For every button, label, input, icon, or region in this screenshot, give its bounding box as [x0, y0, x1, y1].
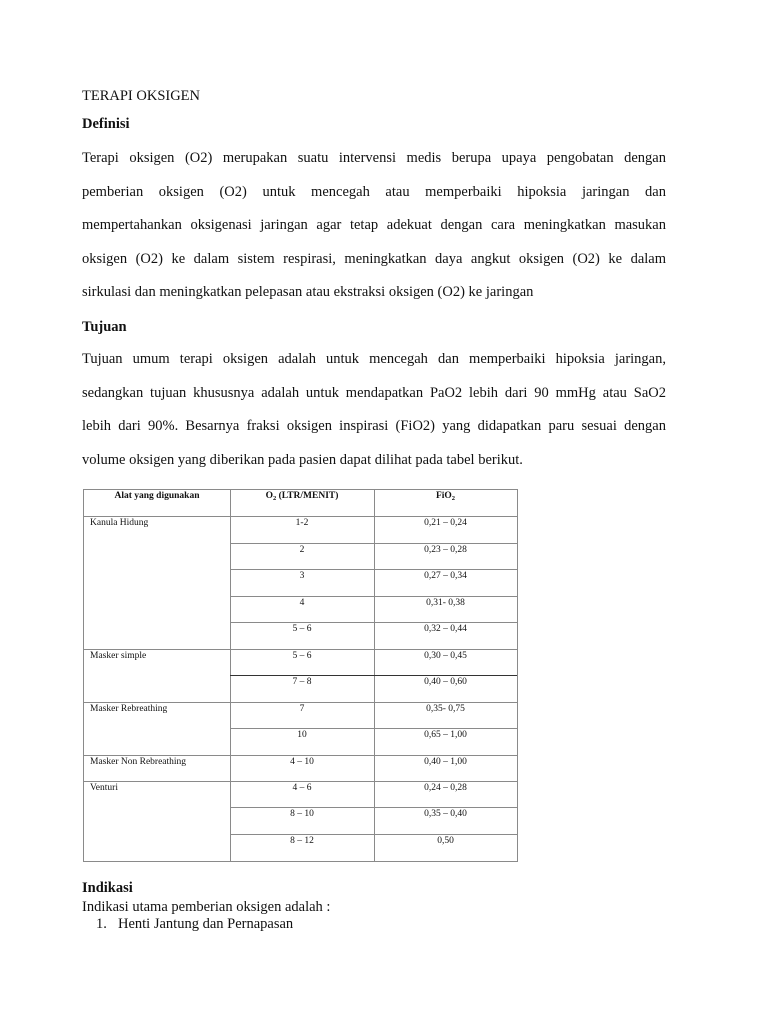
tujuan-line: lebih dari 90%. Besarnya fraksi oksigen inspirasi (FiO2) yang didapatkan paru sesuai dengan — [82, 418, 666, 434]
table-row-divider — [230, 807, 517, 808]
definisi-heading: Definisi — [82, 116, 130, 132]
fio2-cell: 0,32 – 0,44 — [424, 624, 467, 634]
tujuan-line: sedangkan tujuan khususnya adalah untuk mendapatkan PaO2 lebih dari 90 mmHg atau SaO2 — [82, 384, 666, 401]
o2-rate-cell: 7 – 8 — [292, 677, 312, 687]
table-row-divider — [84, 649, 517, 650]
table-row-divider — [230, 675, 517, 676]
fio2-cell: 0,30 – 0,45 — [424, 651, 467, 661]
table-row-divider — [84, 516, 517, 517]
table-row-divider — [230, 834, 517, 835]
indikasi-intro: Indikasi utama pemberian oksigen adalah : — [82, 899, 331, 915]
o2-rate-cell: 10 — [297, 730, 307, 740]
o2-rate-cell: 4 – 10 — [290, 757, 314, 767]
oxygen-fio2-table — [83, 489, 518, 862]
header-device: Alat yang digunakan — [114, 491, 200, 501]
device-cell: Masker Rebreathing — [90, 704, 168, 714]
device-cell: Masker simple — [90, 651, 147, 661]
tujuan-line: Tujuan umum terapi oksigen adalah untuk mencegah dan memperbaiki hipoksia jaringan, — [82, 351, 666, 367]
table-row-divider — [230, 569, 517, 570]
table-row-divider — [230, 543, 517, 544]
o2-rate-cell: 4 — [299, 598, 305, 608]
o2-rate-cell: 1-2 — [295, 518, 309, 528]
o2-rate-cell: 8 – 12 — [290, 836, 314, 846]
table-row-divider — [84, 755, 517, 756]
o2-rate-cell: 4 – 6 — [292, 783, 312, 793]
definisi-line: pemberian oksigen (O2) untuk mencegah atau memperbaiki hipoksia jaringan dan — [82, 183, 666, 200]
device-cell: Masker Non Rebreathing — [90, 757, 187, 767]
tujuan-heading: Tujuan — [82, 319, 127, 335]
header-o2-rate: $O_2$ (LTR/MENIT) — [265, 491, 339, 502]
indikasi-list-item — [96, 916, 293, 933]
definisi-line: mempertahankan oksigenasi jaringan agar tetap adekuat dengan cara meningkatkan masukan — [82, 217, 666, 233]
fio2-cell: 0,24 – 0,28 — [424, 783, 467, 793]
document-title: TERAPI OKSIGEN — [82, 88, 201, 104]
device-cell: Venturi — [90, 783, 118, 793]
table-row-divider — [230, 622, 517, 623]
fio2-cell: 0,35- 0,75 — [426, 704, 465, 714]
definisi-line: oksigen (O2) ke dalam sistem respirasi, meningkatkan daya angkut oksigen (O2) ke dalam — [82, 250, 666, 267]
fio2-cell: 0,31- 0,38 — [426, 598, 465, 608]
o2-rate-cell: 7 — [299, 704, 305, 714]
list-number: 1. — [96, 916, 107, 932]
fio2-cell: 0,50 — [437, 836, 454, 846]
fio2-cell: 0,27 – 0,34 — [424, 571, 467, 581]
definisi-line: Terapi oksigen (O2) merupakan suatu intervensi medis berupa upaya pengobatan dengan — [82, 150, 666, 166]
o2-rate-cell: 2 — [299, 545, 305, 555]
table-row-divider — [84, 702, 517, 703]
o2-rate-cell: 8 – 10 — [290, 809, 314, 819]
fio2-cell: 0,23 – 0,28 — [424, 545, 467, 555]
table-row-divider — [230, 728, 517, 729]
tujuan-line: volume oksigen yang diberikan pada pasien dapat dilihat pada tabel berikut. — [82, 451, 523, 468]
fio2-cell: 0,40 – 1,00 — [424, 757, 467, 767]
fio2-cell: 0,21 – 0,24 — [424, 518, 467, 528]
header-fio2: FiO$_2$ — [435, 491, 456, 502]
table-row-divider — [230, 596, 517, 597]
o2-rate-cell: 5 – 6 — [292, 651, 312, 661]
definisi-paragraph — [82, 142, 666, 310]
o2-rate-cell: 3 — [299, 571, 305, 581]
fio2-cell: 0,40 – 0,60 — [424, 677, 467, 687]
indikasi-heading: Indikasi — [82, 880, 133, 896]
o2-rate-cell: 5 – 6 — [292, 624, 312, 634]
fio2-cell: 0,65 – 1,00 — [424, 730, 467, 740]
tujuan-paragraph — [82, 343, 666, 477]
fio2-cell: 0,35 – 0,40 — [424, 809, 467, 819]
list-text: Henti Jantung dan Pernapasan — [118, 916, 294, 932]
device-cell: Kanula Hidung — [90, 518, 149, 528]
table-row-divider — [84, 781, 517, 782]
definisi-line: sirkulasi dan meningkatkan pelepasan atau ekstraksi oksigen (O2) ke jaringan — [82, 284, 534, 300]
